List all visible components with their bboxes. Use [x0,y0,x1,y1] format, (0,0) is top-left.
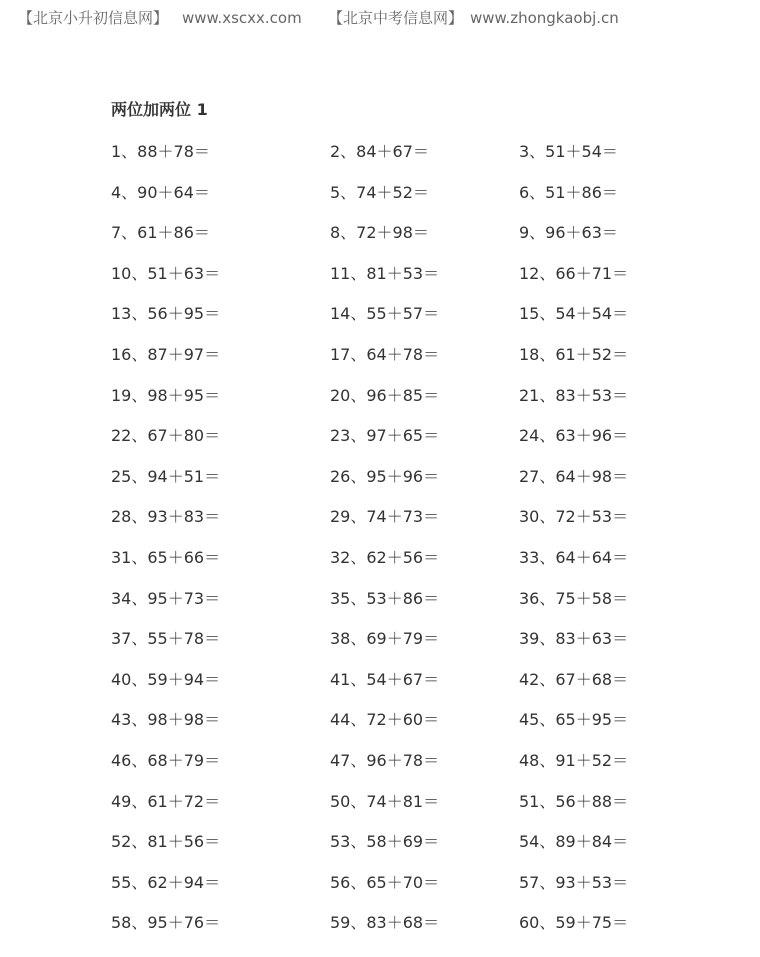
problem-item: 49、61＋72＝ [111,791,221,811]
problem-item: 57、93＋53＝ [519,872,629,892]
problem-item: 42、67＋68＝ [519,669,629,689]
problem-row [111,911,731,952]
problem-row [111,505,731,546]
problem-item: 56、65＋70＝ [330,872,440,892]
problem-item: 20、96＋85＝ [330,385,440,405]
problem-item: 19、98＋95＝ [111,385,221,405]
problem-item: 11、81＋53＝ [330,263,440,283]
problem-item: 44、72＋60＝ [330,710,440,730]
problem-item: 37、55＋78＝ [111,629,221,649]
problem-row [111,140,731,181]
problem-item: 41、54＋67＝ [330,669,440,689]
problem-item: 34、95＋73＝ [111,588,221,608]
problem-item: 38、69＋79＝ [330,629,440,649]
problem-item: 17、64＋78＝ [330,344,440,364]
worksheet-title: 两位加两位 1 [111,100,208,119]
problem-row [111,424,731,465]
problem-item: 4、90＋64＝ [111,182,210,202]
problem-row [111,830,731,871]
problem-row [111,790,731,831]
page-header [0,6,760,30]
site1-url[interactable]: www.xscxx.com [182,9,302,27]
problem-item: 14、55＋57＝ [330,304,440,324]
problem-item: 1、88＋78＝ [111,142,210,161]
problem-item: 10、51＋63＝ [111,263,221,283]
problem-item: 54、89＋84＝ [519,832,629,852]
problem-item: 52、81＋56＝ [111,832,221,852]
problem-item: 55、62＋94＝ [111,872,221,892]
problem-row [111,262,731,303]
problem-item: 21、83＋53＝ [519,385,629,405]
problem-item: 30、72＋53＝ [519,507,629,527]
problem-row [111,749,731,790]
problem-item: 58、95＋76＝ [111,913,221,933]
problem-item: 5、74＋52＝ [330,182,429,202]
problem-item: 53、58＋69＝ [330,832,440,852]
problem-item: 3、51＋54＝ [519,142,618,161]
problem-item: 50、74＋81＝ [330,791,440,811]
problem-item: 16、87＋97＝ [111,344,221,364]
problem-item: 12、66＋71＝ [519,263,629,283]
problem-item: 51、56＋88＝ [519,791,629,811]
site1-name: 【北京小升初信息网】 [18,9,169,27]
problem-item: 27、64＋98＝ [519,466,629,486]
problem-item: 13、56＋95＝ [111,304,221,324]
site2-name: 【北京中考信息网】 [328,9,464,27]
problem-item: 29、74＋73＝ [330,507,440,527]
problem-item: 43、98＋98＝ [111,710,221,730]
problem-row [111,627,731,668]
problem-item: 2、84＋67＝ [330,142,429,161]
problem-item: 22、67＋80＝ [111,426,221,446]
problem-grid [111,140,731,952]
problem-item: 9、96＋63＝ [519,223,618,243]
problem-item: 45、65＋95＝ [519,710,629,730]
problem-item: 31、65＋66＝ [111,547,221,567]
problem-item: 46、68＋79＝ [111,750,221,770]
problem-item: 40、59＋94＝ [111,669,221,689]
problem-item: 23、97＋65＝ [330,426,440,446]
problem-item: 48、91＋52＝ [519,750,629,770]
problem-item: 33、64＋64＝ [519,547,629,567]
problem-row [111,221,731,262]
problem-row [111,343,731,384]
problem-row [111,871,731,912]
problem-item: 8、72＋98＝ [330,223,429,243]
problem-row [111,587,731,628]
problem-item: 15、54＋54＝ [519,304,629,324]
problem-item: 32、62＋56＝ [330,547,440,567]
problem-item: 36、75＋58＝ [519,588,629,608]
problem-row [111,181,731,222]
problem-item: 6、51＋86＝ [519,182,618,202]
problem-item: 47、96＋78＝ [330,750,440,770]
problem-item: 35、53＋86＝ [330,588,440,608]
problem-row [111,668,731,709]
problem-row [111,384,731,425]
problem-item: 59、83＋68＝ [330,913,440,933]
problem-item: 25、94＋51＝ [111,466,221,486]
problem-item: 39、83＋63＝ [519,629,629,649]
problem-item: 26、95＋96＝ [330,466,440,486]
problem-row [111,302,731,343]
problem-item: 28、93＋83＝ [111,507,221,527]
problem-row [111,465,731,506]
problem-row [111,546,731,587]
problem-item: 7、61＋86＝ [111,223,210,243]
problem-item: 24、63＋96＝ [519,426,629,446]
site2-url[interactable]: www.zhongkaobj.cn [470,9,619,27]
problem-item: 60、59＋75＝ [519,913,629,933]
problem-row [111,708,731,749]
problem-item: 18、61＋52＝ [519,344,629,364]
